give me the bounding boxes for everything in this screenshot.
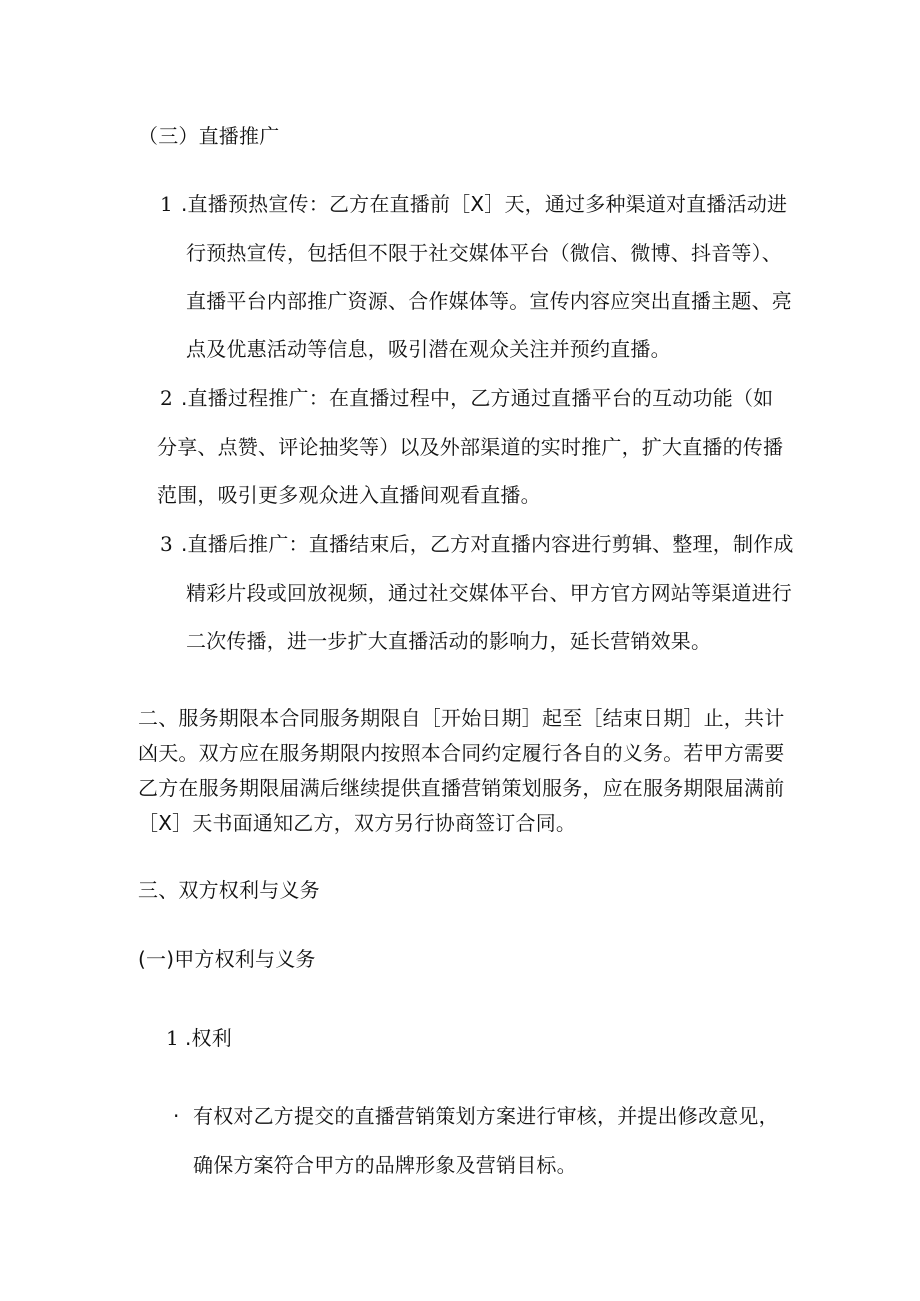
party-a-heading: (一)甲方权利与义务 xyxy=(138,947,316,971)
service-term-line-3: 乙方在服务期限届满后继续提供直播营销策划服务，应在服务期限届满前 xyxy=(138,776,785,800)
section-heading-promotion: （三）直播推广 xyxy=(138,124,280,148)
rights-item-number: 1 xyxy=(166,1026,179,1050)
item-2-line-2: 分享、点赞、评论抽奖等）以及外部渠道的实时推广，扩大直播的传播 xyxy=(157,435,784,459)
rights-bullet-line-1: 有权对乙方提交的直播营销策划方案进行审核，并提出修改意见， xyxy=(193,1104,779,1128)
service-term-line-2: 凶天。双方应在服务期限内按照本合同约定履行各自的义务。若甲方需要 xyxy=(138,741,785,765)
item-1-line-3: 直播平台内部推广资源、合作媒体等。宣传内容应突出直播主题、亮 xyxy=(186,289,792,313)
item-number-2: 2 xyxy=(160,386,173,410)
item-number-3: 3 xyxy=(160,532,173,556)
item-1-line-1: .直播预热宣传：乙方在直播前［X］天，通过多种渠道对直播活动进 xyxy=(181,192,788,216)
item-2-line-3: 范围，吸引更多观众进入直播间观看直播。 xyxy=(157,483,541,507)
service-term-line-1: 二、服务期限本合同服务期限自［开始日期］起至［结束日期］止，共计 xyxy=(138,706,785,730)
rights-item-title: .权利 xyxy=(185,1026,232,1050)
item-number-1: 1 xyxy=(160,192,173,216)
service-term-line-4: ［X］天书面通知乙方，双方另行协商签订合同。 xyxy=(138,811,577,835)
rights-bullet-line-2: 确保方案符合甲方的品牌形象及营销目标。 xyxy=(193,1153,577,1177)
item-2-line-1: .直播过程推广：在直播过程中，乙方通过直播平台的互动功能（如 xyxy=(181,386,774,410)
rights-heading: 三、双方权利与义务 xyxy=(138,878,320,902)
item-1-line-2: 行预热宣传，包括但不限于社交媒体平台（微信、微博、抖音等）、 xyxy=(186,241,782,265)
item-3-line-2: 精彩片段或回放视频，通过社交媒体平台、甲方官方网站等渠道进行 xyxy=(186,581,792,605)
item-3-line-3: 二次传播，进一步扩大直播活动的影响力，延长营销效果。 xyxy=(186,629,712,653)
item-3-line-1: .直播后推广：直播结束后，乙方对直播内容进行剪辑、整理，制作成 xyxy=(181,532,794,556)
bullet-mark: · xyxy=(173,1104,180,1128)
item-1-line-4: 点及优惠活动等信息，吸引潜在观众关注并预约直播。 xyxy=(186,337,671,361)
